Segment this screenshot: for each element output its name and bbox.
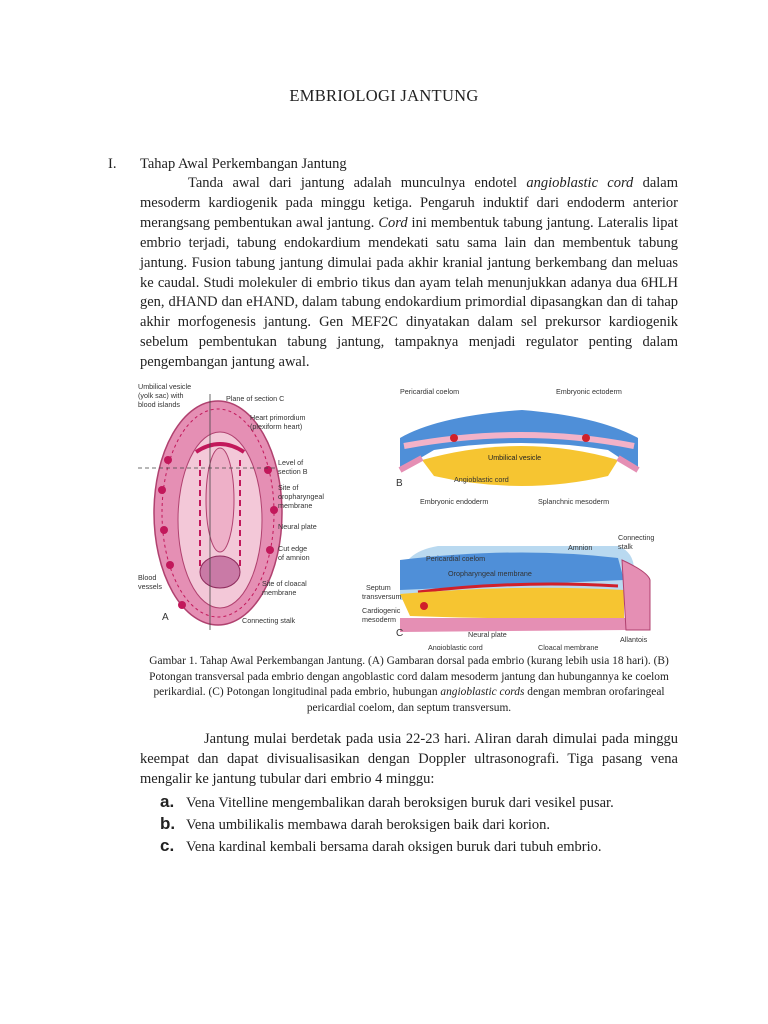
list-item xyxy=(160,836,680,858)
panel-a-right-label-1: Plane of section C xyxy=(226,394,285,403)
caption-text-1: Gambar 1. Tahap Awal Perkembangan Jantung. (A) Gambaran dorsal pada embrio (kurang lebih usia 18 hari). (B) Potongan transversal pada embrio dengan angoblastic cord dalam mesoderm jantung dan hubungannya ke coelom perikardial. (C) Potongan longitudinal pada embrio, hubungan xyxy=(149,655,669,699)
list-item xyxy=(160,792,680,814)
panel-b-label-3: Umbilical vesicle xyxy=(488,453,542,462)
panel-c-label-10: Neural plate xyxy=(468,630,507,639)
list-item-text: Vena umbilikalis membawa darah beroksigen baik dari korion. xyxy=(186,817,551,833)
vein-list xyxy=(160,792,680,858)
panel-a-right-label-12: Site of cloacal xyxy=(262,579,307,588)
panel-b-label-1: Pericardial coelom xyxy=(400,387,460,396)
panel-a-right-label-10: Cut edge xyxy=(278,544,308,553)
panel-c-label-2: stalk xyxy=(618,542,633,551)
panel-a-right-label-13: membrane xyxy=(262,588,297,597)
panel-a-left-label-2: (yolk sac) with xyxy=(138,391,184,400)
panel-b-label-4: Angioblastic cord xyxy=(454,475,509,484)
panel-a-right-label-7: oropharyngeal xyxy=(278,492,324,501)
panel-a-right-label-14: Connecting stalk xyxy=(242,616,296,625)
figure-caption xyxy=(140,654,678,716)
panel-b-section xyxy=(400,410,638,486)
panel-a-right-label-3: (plexiform heart) xyxy=(250,422,303,431)
section-number: I. xyxy=(108,156,117,172)
paragraph-intro xyxy=(140,174,678,373)
panel-a-right-label-11: of amnion xyxy=(278,553,310,562)
para1-emphasis-1: angioblastic cord xyxy=(526,175,634,191)
section-title: Tahap Awal Perkembangan Jantung xyxy=(140,156,347,172)
panel-c-label-6: Septum xyxy=(366,583,391,592)
panel-a-left-label-3: blood islands xyxy=(138,400,180,409)
panel-c-label-12: Cloacal membrane xyxy=(538,643,599,650)
panel-c-label-13: Angioblastic cord xyxy=(428,643,483,650)
panel-c-label-9: mesoderm xyxy=(362,615,396,624)
page-title: EMBRIOLOGI JANTUNG xyxy=(289,86,479,105)
panel-a-left-label-1: Umbilical vesicle xyxy=(138,382,192,391)
panel-c-label-3: Amnion xyxy=(568,543,593,552)
panel-b-label-5: Embryonic endoderm xyxy=(420,497,489,506)
panel-a-right-label-6: Site of xyxy=(278,483,299,492)
panel-c-letter: C xyxy=(396,628,404,639)
panel-b-label-2: Embryonic ectoderm xyxy=(556,387,622,396)
panel-b-letter: B xyxy=(396,478,403,489)
panel-a-right-label-2: Heart primordium xyxy=(250,413,306,422)
list-item-text: Vena kardinal kembali bersama darah oksigen buruk dari tubuh embrio. xyxy=(186,839,602,855)
panel-a-left-label-5: vessels xyxy=(138,582,162,591)
list-marker: b. xyxy=(160,814,176,833)
list-item xyxy=(160,814,680,836)
panel-c-label-5: Oropharyngeal membrane xyxy=(448,569,532,578)
paragraph-heartbeat xyxy=(140,730,678,790)
panel-c-label-7: transversum xyxy=(362,592,402,601)
para2-text: Jantung mulai berdetak pada usia 22-23 hari. Aliran darah dimulai pada minggu keempat dan dapat divisualisasikan dengan Doppler ultrasonografi. Tiga pasang vena mengalir ke jantung tubular dari embrio 4 minggu: xyxy=(140,731,678,787)
embryo-figure xyxy=(138,380,660,650)
list-marker: a. xyxy=(160,792,175,811)
list-marker: c. xyxy=(160,836,175,855)
panel-a-right-label-8: membrane xyxy=(278,501,313,510)
panel-a-right-label-5: section B xyxy=(278,467,308,476)
panel-c-label-11: Allantois xyxy=(620,635,648,644)
panel-a-left-label-4: Blood xyxy=(138,573,157,582)
panel-a-right-label-4: Level of xyxy=(278,458,304,467)
list-item-text: Vena Vitelline mengembalikan darah beroksigen buruk dari vesikel pusar. xyxy=(186,795,614,811)
para1-text-3: ini membentuk tabung jantung. Lateralis lipat embrio terjadi, tabung endokardium mendekati satu sama lain dan membentuk tabung jantung. Fusion tabung jantung dimulai pada akhir kranial jantung berkembang dan meluas ke caudal. Studi molekuler di embrio tikus dan ayam telah menunjukkan adanya dua 6HLH gen, dHAND dan eHAND, dalam tabung endokardium primordial dipasangkan dan di tahap akhir morfogenesis jantung. Gen MEF2C dinyatakan dalam sel prekursor kardiogenik sebelum pembentukan tabung jantung, tampaknya menjadi regulator penting dalam pengembangan jantung awal. xyxy=(140,214,678,371)
caption-text-2: dengan membran orofaringeal pericardial coelom, dan septum transversum. xyxy=(306,686,665,714)
panel-c-label-8: Cardiogenic xyxy=(362,606,401,615)
panel-c-label-4: Pericardial coelom xyxy=(426,554,486,563)
caption-emphasis: angioblastic cords xyxy=(440,686,525,699)
para1-text-2: dalam mesoderm kardiogenik pada minggu ketiga. Pengaruh induktif dari endoderm anterior merangsang pembentukan awal jantung. xyxy=(140,175,678,231)
panel-a-letter: A xyxy=(162,612,169,623)
para1-emphasis-2: Cord xyxy=(378,214,408,231)
para1-text-1: Tanda awal dari jantung adalah munculnya endotel xyxy=(188,175,527,191)
panel-b-label-6: Splanchnic mesoderm xyxy=(538,497,610,506)
figure-illustration xyxy=(138,380,660,650)
panel-c-label-1: Connecting xyxy=(618,533,655,542)
panel-a-right-label-9: Neural plate xyxy=(278,522,317,531)
